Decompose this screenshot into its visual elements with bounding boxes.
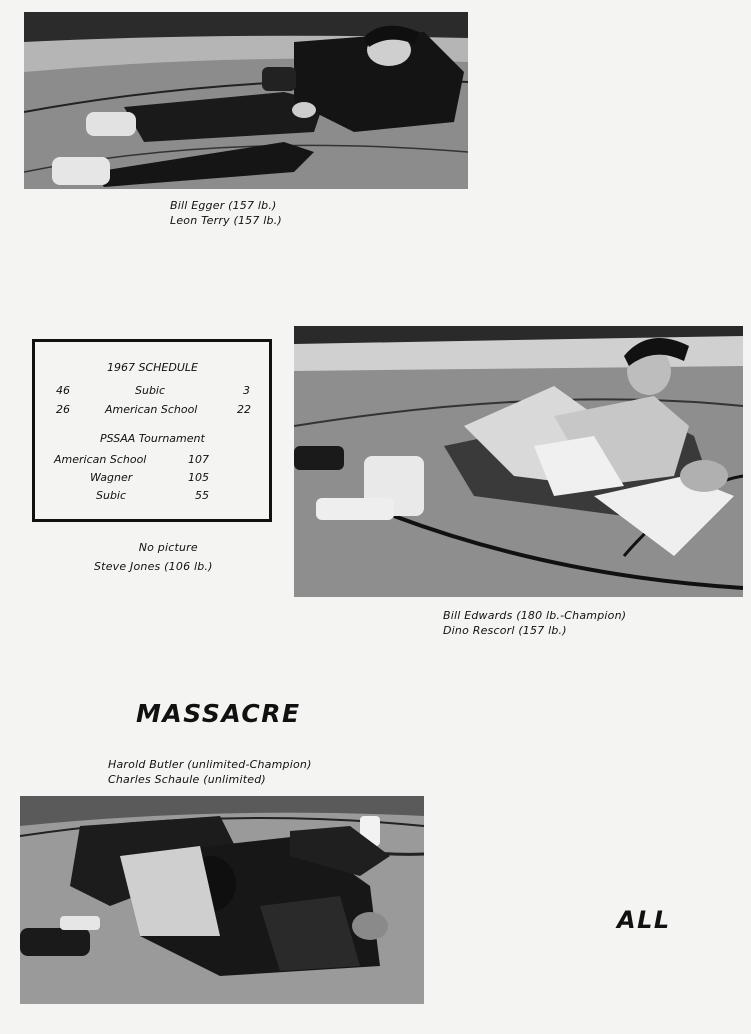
dual-meet-score-home: 26 [56,403,70,416]
schedule-box [32,339,272,522]
photo2-caption [443,608,626,638]
photo3-caption [108,757,312,787]
no-picture-note [94,540,213,574]
wrestling-photo-3 [20,796,424,1004]
tournament-team: American School [54,453,147,466]
tournament-score: 107 [188,453,209,466]
tournament-title: PSSAA Tournament [100,432,205,445]
no-picture-label: No picture [138,541,198,554]
caption-line: Charles Schaule (unlimited) [108,773,266,786]
tournament-score: 55 [195,489,209,502]
photo1-caption [170,198,282,228]
schedule-title: 1967 SCHEDULE [107,361,198,374]
show-through-text [488,120,498,155]
dual-meet-score-away: 22 [237,403,251,416]
caption-line: Bill Egger (157 lb.) [170,199,277,212]
dual-meet-score-home: 46 [56,384,70,397]
tournament-team: Subic [96,489,127,502]
caption-line: Bill Edwards (180 lb.-Champion) [443,609,627,622]
caption-line: Harold Butler (unlimited-Champion) [108,758,312,771]
headline-massacre: MASSACRE [136,699,301,728]
tournament-team: Wagner [90,471,133,484]
caption-line: Leon Terry (157 lb.) [170,214,282,227]
footer-word-all: ALL [617,906,671,934]
dual-meet-opponent: American School [105,403,198,416]
dual-meet-score-away: 3 [243,384,250,397]
dual-meet-opponent: Subic [135,384,166,397]
caption-line: Dino Rescorl (157 lb.) [443,624,567,637]
wrestling-photo-2 [294,326,743,597]
no-picture-name: Steve Jones (106 lb.) [94,560,213,573]
wrestling-photo-1 [24,12,468,189]
tournament-score: 105 [188,471,209,484]
